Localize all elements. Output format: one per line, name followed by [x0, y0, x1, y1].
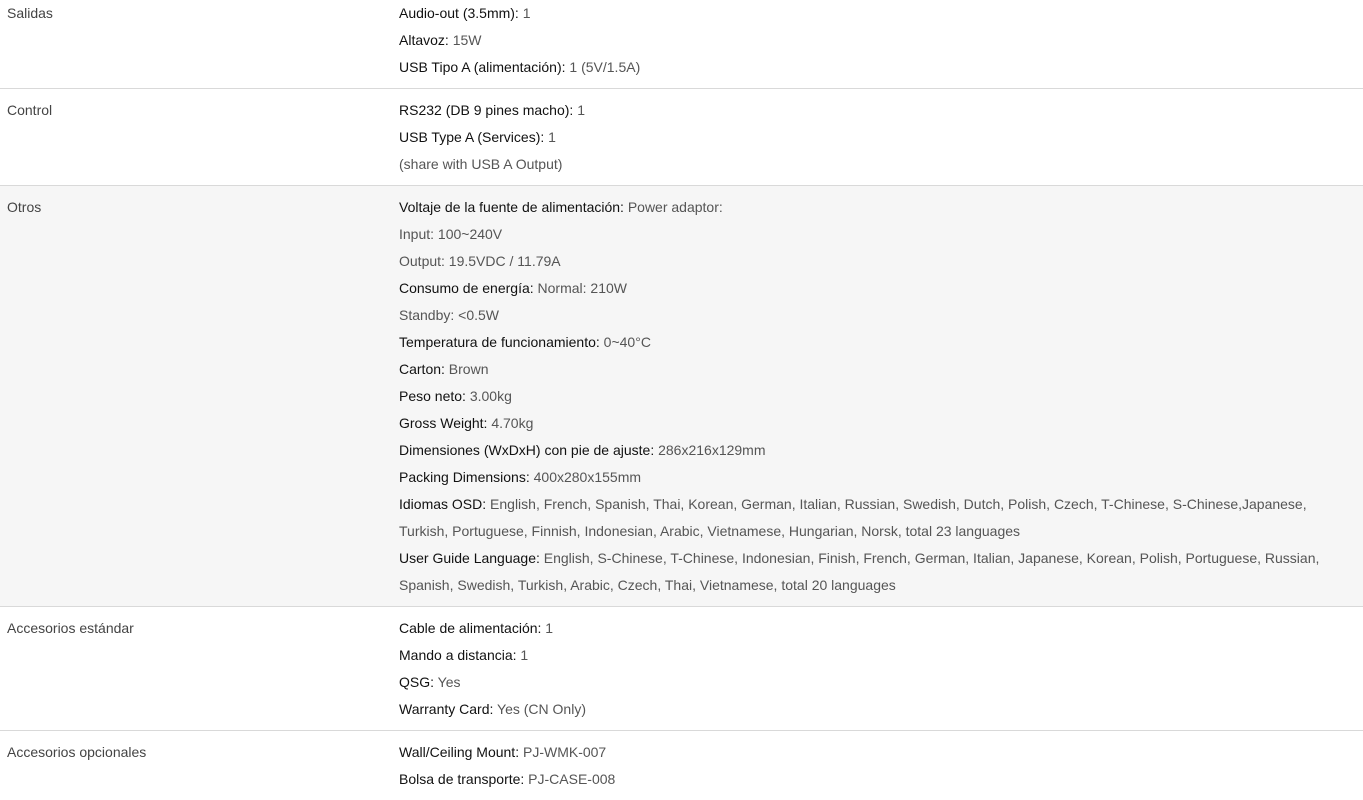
- spec-key: Audio-out (3.5mm):: [399, 5, 519, 21]
- spec-label: Salidas: [7, 5, 53, 21]
- spec-key: Voltaje de la fuente de alimentación:: [399, 199, 624, 215]
- spec-line: [399, 124, 1357, 151]
- spec-label: Accesorios opcionales: [7, 744, 147, 760]
- spec-value: Input: 100~240V: [399, 226, 503, 242]
- spec-line: [399, 437, 1357, 464]
- spec-line: [399, 275, 1357, 302]
- spec-label: Control: [7, 102, 53, 118]
- spec-key: QSG:: [399, 674, 435, 690]
- spec-value: English, S-Chinese, T-Chinese, Indonesian, Finish, French, German, Italian, Japanese, Korean, Polish, Portuguese, Russian, Spanish, Swedish, Turkish, Arabic, Czech, Thai, Vietnamese, total 20 languages: [399, 550, 1320, 593]
- spec-row-outputs: [0, 0, 1363, 89]
- spec-values: [399, 0, 1363, 81]
- spec-values: [399, 97, 1363, 178]
- spec-line: [399, 27, 1357, 54]
- spec-line: [399, 0, 1357, 27]
- spec-key: Mando a distancia:: [399, 647, 517, 663]
- spec-key: Dimensiones (WxDxH) con pie de ajuste:: [399, 442, 655, 458]
- spec-value: 1: [516, 647, 529, 663]
- spec-line: [399, 615, 1357, 642]
- spec-value: 286x216x129mm: [654, 442, 766, 458]
- spec-line: [399, 669, 1357, 696]
- spec-values: [399, 615, 1363, 723]
- spec-value: 3.00kg: [465, 388, 512, 404]
- spec-line: [399, 642, 1357, 669]
- spec-row-other: [0, 186, 1363, 607]
- spec-label: Otros: [7, 199, 42, 215]
- spec-line: [399, 151, 1357, 178]
- spec-values: [399, 194, 1363, 599]
- spec-values: [399, 739, 1363, 793]
- spec-value: Brown: [444, 361, 489, 377]
- spec-key: Cable de alimentación:: [399, 620, 542, 636]
- spec-value: 15W: [448, 32, 482, 48]
- spec-key: USB Type A (Services):: [399, 129, 545, 145]
- spec-value: Power adaptor:: [623, 199, 723, 215]
- spec-key: Wall/Ceiling Mount:: [399, 744, 520, 760]
- spec-value: 1: [544, 129, 556, 145]
- spec-value: English, French, Spanish, Thai, Korean, German, Italian, Russian, Swedish, Dutch, Polish, Czech, T-Chinese, S-Chinese,Japanese, Turkish, Portuguese, Finnish, Indonesian, Arabic, Vietnamese, Hungarian, Norsk, total 23 languages: [399, 496, 1307, 539]
- spec-value: 400x280x155mm: [529, 469, 642, 485]
- spec-line: [399, 97, 1357, 124]
- spec-key: Altavoz:: [399, 32, 449, 48]
- spec-value: Yes: [434, 674, 461, 690]
- spec-line: [399, 302, 1357, 329]
- spec-value: PJ-WMK-007: [519, 744, 607, 760]
- spec-value: 1: [518, 5, 531, 21]
- spec-key: Peso neto:: [399, 388, 466, 404]
- spec-value: Normal: 210W: [533, 280, 627, 296]
- spec-row-standard-accessories: [0, 607, 1363, 731]
- spec-line: [399, 221, 1357, 248]
- spec-key: Consumo de energía:: [399, 280, 534, 296]
- spec-value: Yes (CN Only): [493, 701, 586, 717]
- spec-line: [399, 464, 1357, 491]
- spec-line: [399, 383, 1357, 410]
- spec-key: Temperatura de funcionamiento:: [399, 334, 600, 350]
- spec-value: PJ-CASE-008: [524, 771, 616, 787]
- spec-key: Bolsa de transporte:: [399, 771, 525, 787]
- spec-value: Standby: <0.5W: [399, 307, 500, 323]
- spec-line: [399, 739, 1357, 766]
- spec-label: Accesorios estándar: [7, 620, 134, 636]
- spec-key: RS232 (DB 9 pines macho):: [399, 102, 574, 118]
- spec-row-control: [0, 89, 1363, 186]
- spec-value: 1: [541, 620, 554, 636]
- spec-line: [399, 194, 1357, 221]
- spec-line: [399, 54, 1357, 81]
- spec-line: [399, 696, 1357, 723]
- spec-key: Packing Dimensions:: [399, 469, 530, 485]
- spec-key: Gross Weight:: [399, 415, 488, 431]
- spec-key: Idiomas OSD:: [399, 496, 487, 512]
- spec-line: [399, 766, 1357, 793]
- spec-value: (share with USB A Output): [399, 156, 563, 172]
- spec-value: 1: [573, 102, 585, 118]
- spec-value: 4.70kg: [487, 415, 534, 431]
- spec-line: [399, 410, 1357, 437]
- spec-line: [399, 329, 1357, 356]
- spec-key: USB Tipo A (alimentación):: [399, 59, 566, 75]
- spec-value: Output: 19.5VDC / 11.79A: [399, 253, 561, 269]
- spec-key: Carton:: [399, 361, 445, 377]
- spec-line: [399, 356, 1357, 383]
- spec-line: [399, 545, 1357, 599]
- spec-key: Warranty Card:: [399, 701, 494, 717]
- spec-value: 0~40°C: [599, 334, 651, 350]
- spec-key: User Guide Language:: [399, 550, 540, 566]
- spec-row-optional-accessories: [0, 731, 1363, 800]
- spec-line: [399, 248, 1357, 275]
- spec-value: 1 (5V/1.5A): [565, 59, 641, 75]
- spec-line: [399, 491, 1357, 545]
